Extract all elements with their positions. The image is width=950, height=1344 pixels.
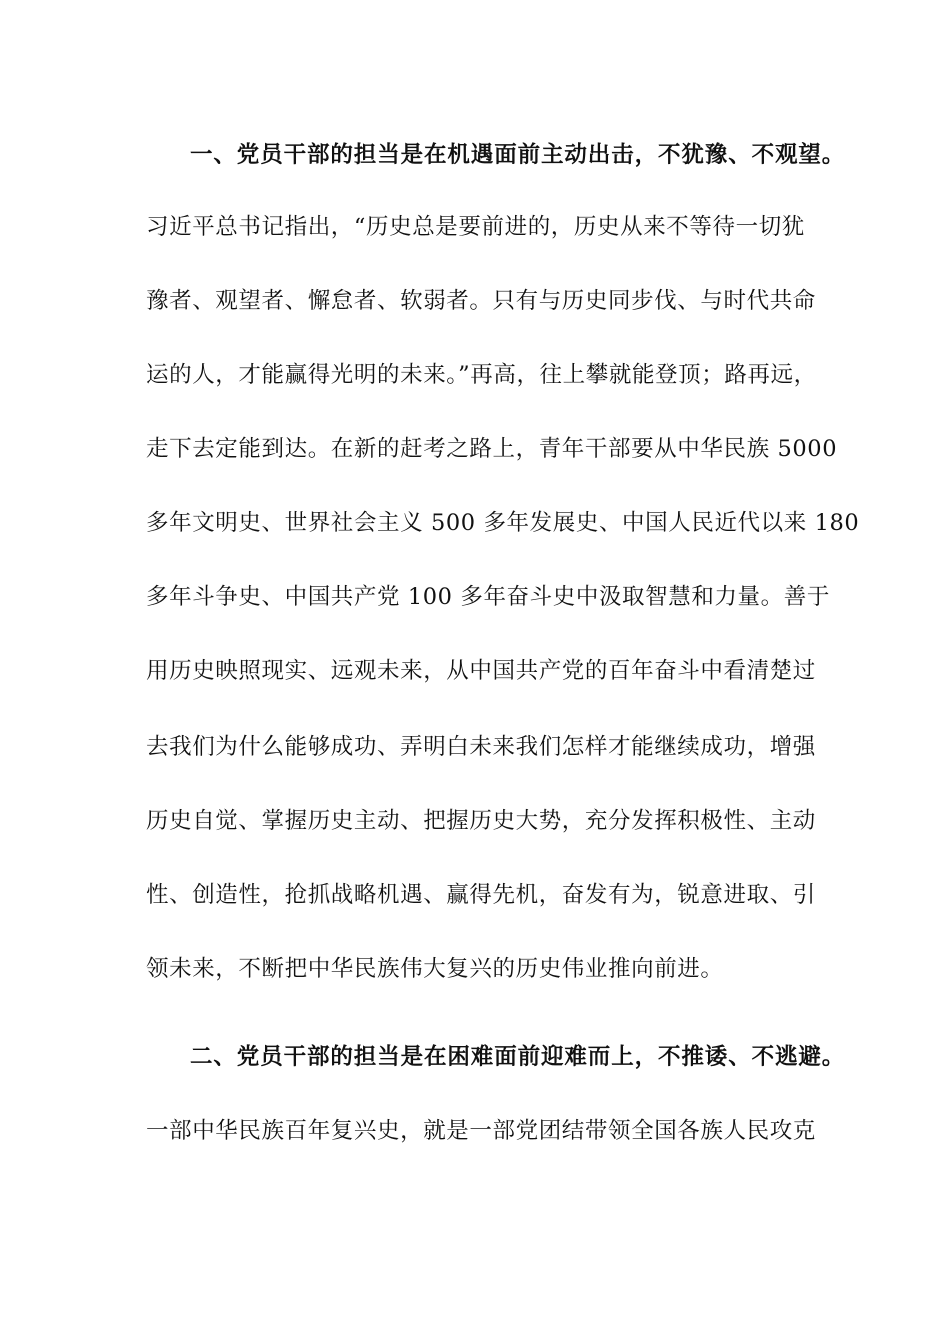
paragraph-line: 多年斗争史、中国共产党 100 多年奋斗史中汲取智慧和力量。善于: [146, 584, 830, 610]
paragraph-line: 习近平总书记指出，“历史总是要前进的，历史从来不等待一切犹: [146, 214, 805, 240]
paragraph-line: 豫者、观望者、懈怠者、软弱者。只有与历史同步伐、与时代共命: [146, 288, 816, 314]
paragraph-line: 性、创造性，抢抓战略机遇、赢得先机，奋发有为，锐意进取、引: [146, 882, 816, 908]
section-2-heading: 二、党员干部的担当是在困难面前迎难而上，不推诿、不逃避。: [190, 1044, 846, 1070]
section-1-heading: 一、党员干部的担当是在机遇面前主动出击，不犹豫、不观望。: [190, 142, 846, 168]
paragraph-line: 一部中华民族百年复兴史，就是一部党团结带领全国各族人民攻克: [146, 1118, 816, 1144]
paragraph-line: 多年文明史、世界社会主义 500 多年发展史、中国人民近代以来 180: [146, 510, 860, 536]
paragraph-line: 运的人，才能赢得光明的未来。”再高，往上攀就能登顶；路再远，: [146, 362, 817, 388]
paragraph-line: 用历史映照现实、远观未来，从中国共产党的百年奋斗中看清楚过: [146, 658, 816, 684]
paragraph-line: 历史自觉、掌握历史主动、把握历史大势，充分发挥积极性、主动: [146, 808, 816, 834]
paragraph-line: 领未来，不断把中华民族伟大复兴的历史伟业推向前进。: [146, 956, 724, 982]
paragraph-line: 去我们为什么能够成功、弄明白未来我们怎样才能继续成功，增强: [146, 734, 816, 760]
paragraph-line: 走下去定能到达。在新的赶考之路上，青年干部要从中华民族 5000: [146, 436, 838, 462]
